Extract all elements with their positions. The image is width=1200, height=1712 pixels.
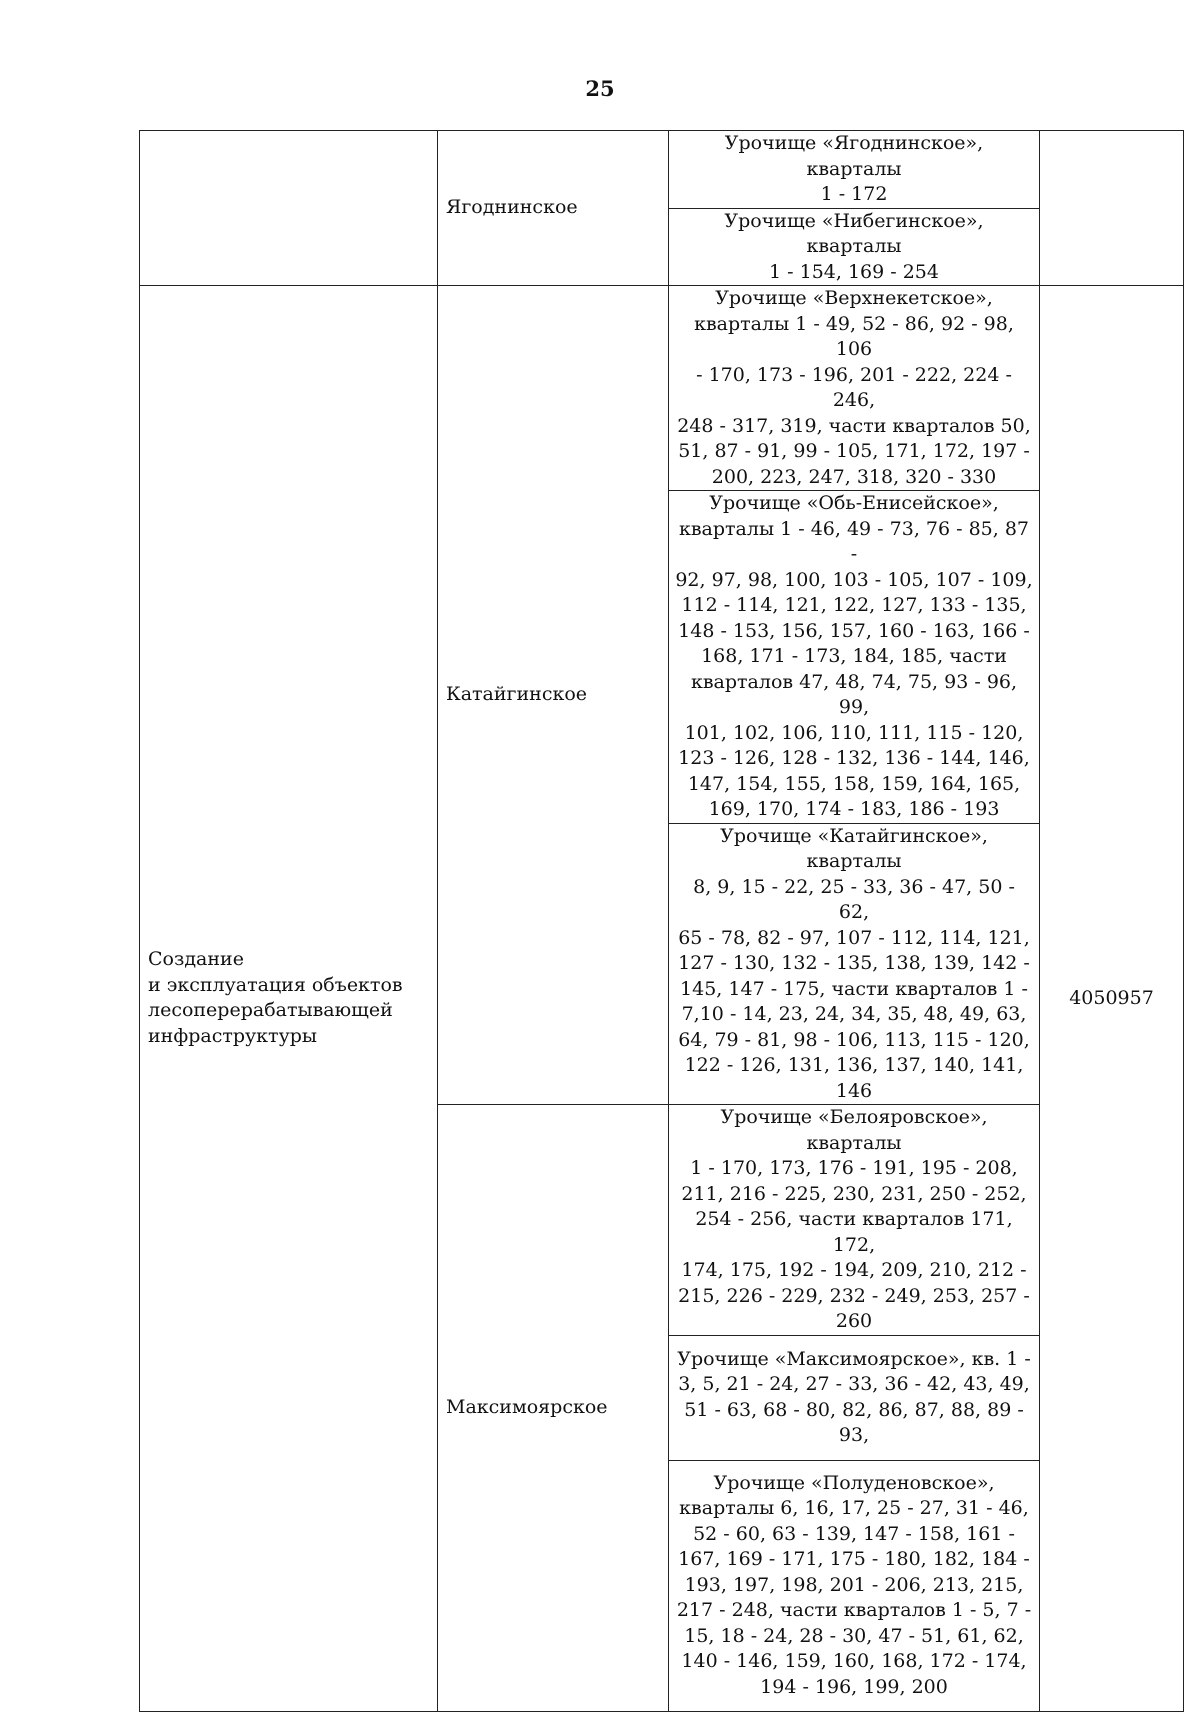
tract-cell: Урочище «Полуденовское», кварталы 6, 16, 17, 25 - 27, 31 - 46, 52 - 60, 63 - 139, 147 - 158, 161 - 167, 169 - 171, 175 - 180, 182, 184 - 193, 197, 198, 201 - 206, 213, 215, 217 - 248, части кварталов 1 - 5, 7 - 15, 18 - 24, 28 - 30, 47 - 51, 61, 62, 140 - 146, 159, 160, 168, 172 - 174, 194 - 196, 199, 200 bbox=[669, 1460, 1040, 1711]
tract-cell: Урочище «Ягоднинское», кварталы 1 - 172 bbox=[669, 131, 1040, 209]
tract-cell: Урочище «Обь-Енисейское», кварталы 1 - 46, 49 - 73, 76 - 85, 87 - 92, 97, 98, 100, 103 - 105, 107 - 109, 112 - 114, 121, 122, 127, 133 - 135, 148 - 153, 156, 157, 160 - 163, 166 - 168, 171 - 173, 184, 185, части кварталов 47, 48, 74, 75, 93 - 96, 99, 101, 102, 106, 110, 111, 115 - 120, 123 - 126, 128 - 132, 136 - 144, 146, 147, 154, 155, 158, 159, 164, 165, 169, 170, 174 - 183, 186 - 193 bbox=[669, 491, 1040, 824]
table-row bbox=[140, 286, 1184, 491]
page-number: 25 bbox=[585, 76, 615, 101]
area-cell bbox=[1040, 131, 1184, 286]
forestry-cell: Ягоднинское bbox=[438, 131, 669, 286]
purpose-cell: Создание и эксплуатация объектов лесоперерабатывающей инфраструктуры bbox=[140, 286, 438, 1712]
tract-cell: Урочище «Нибегинское», кварталы 1 - 154, 169 - 254 bbox=[669, 208, 1040, 286]
tract-cell: Урочище «Катайгинское», кварталы 8, 9, 15 - 22, 25 - 33, 36 - 47, 50 - 62, 65 - 78, 82 - 97, 107 - 112, 114, 121, 127 - 130, 132 - 135, 138, 139, 142 - 145, 147 - 175, части кварталов 1 - 7,10 - 14, 23, 24, 34, 35, 48, 49, 63, 64, 79 - 81, 98 - 106, 113, 115 - 120, 122 - 126, 131, 136, 137, 140, 141, 146 bbox=[669, 823, 1040, 1105]
forestry-cell: Катайгинское bbox=[438, 286, 669, 1105]
tract-cell: Урочище «Максимоярское», кв. 1 - 3, 5, 21 - 24, 27 - 33, 36 - 42, 43, 49, 51 - 63, 68 - 80, 82, 86, 87, 88, 89 - 93, bbox=[669, 1335, 1040, 1460]
forest-use-table bbox=[139, 130, 1184, 1712]
area-cell: 4050957 bbox=[1040, 286, 1184, 1712]
tract-cell: Урочище «Верхнекетское», кварталы 1 - 49, 52 - 86, 92 - 98, 106 - 170, 173 - 196, 201 - 222, 224 - 246, 248 - 317, 319, части кварталов 50, 51, 87 - 91, 99 - 105, 171, 172, 197 - 200, 223, 247, 318, 320 - 330 bbox=[669, 286, 1040, 491]
forestry-cell: Максимоярское bbox=[438, 1105, 669, 1712]
purpose-cell bbox=[140, 131, 438, 286]
tract-cell: Урочище «Белояровское», кварталы 1 - 170, 173, 176 - 191, 195 - 208, 211, 216 - 225, 230, 231, 250 - 252, 254 - 256, части кварталов 171, 172, 174, 175, 192 - 194, 209, 210, 212 - 215, 226 - 229, 232 - 249, 253, 257 - 260 bbox=[669, 1105, 1040, 1336]
table-row bbox=[140, 131, 1184, 209]
